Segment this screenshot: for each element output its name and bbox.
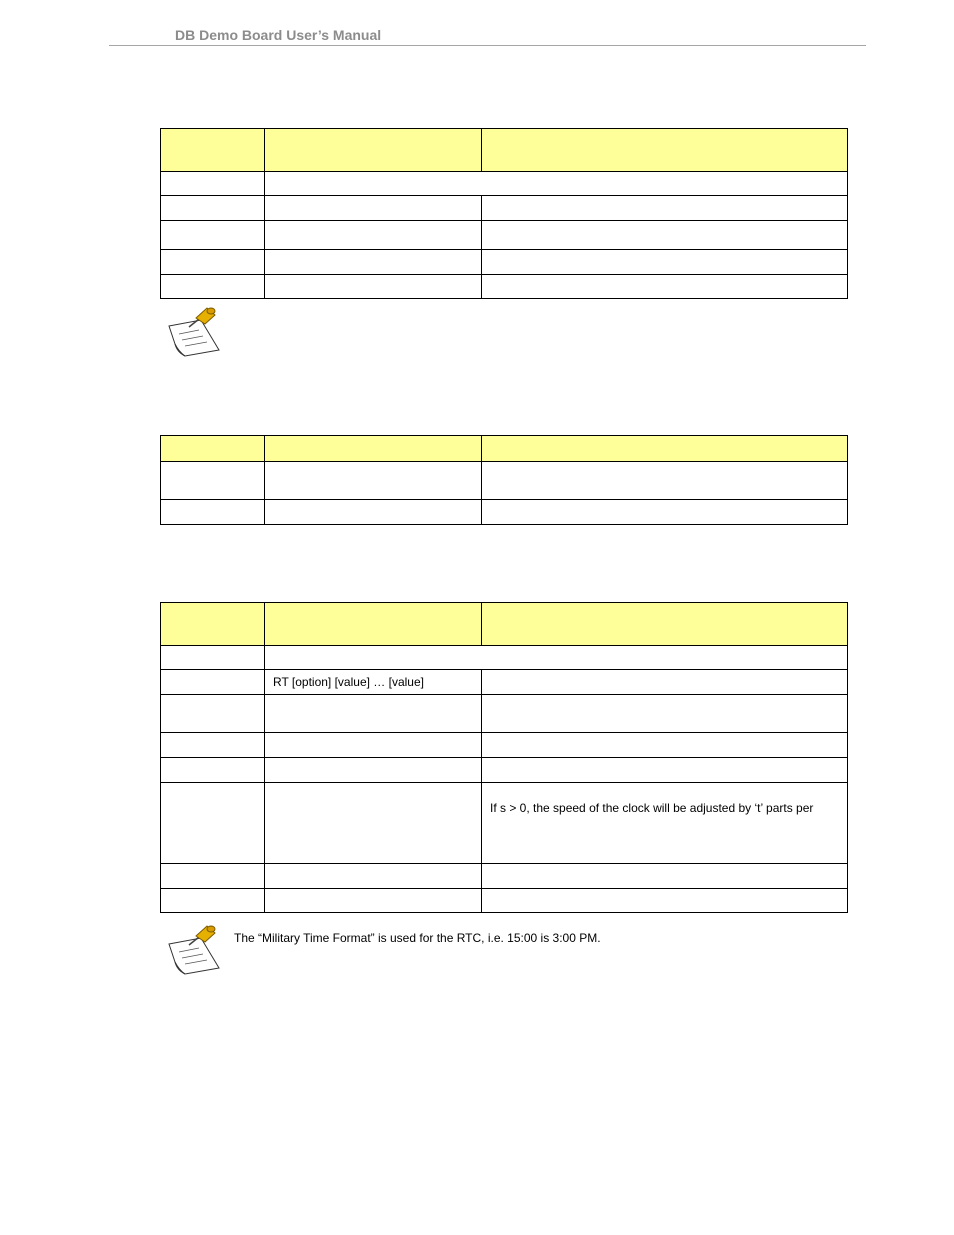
table-row: [161, 733, 848, 758]
table-row: [161, 500, 848, 525]
table-header-row: [161, 129, 848, 172]
table-header-row: [161, 436, 848, 462]
command-table-2: [160, 435, 848, 525]
table-row: [161, 670, 848, 695]
syntax-cell: RT [option] [value] … [value]: [265, 670, 482, 695]
note-text: The “Military Time Format” is used for the RTC, i.e. 15:00 is 3:00 PM.: [234, 931, 601, 945]
table-row: [161, 250, 848, 275]
table-row: [161, 221, 848, 250]
note-pushpin-icon: [163, 306, 223, 358]
table-row: [161, 758, 848, 783]
command-table-1: [160, 128, 848, 299]
header-rule: [109, 45, 866, 46]
document-header-title: DB Demo Board User’s Manual: [175, 27, 382, 43]
command-table-3: [160, 602, 848, 913]
description-cell: If s > 0, the speed of the clock will be adjusted by ‘t’ parts per: [482, 783, 848, 864]
table-row: [161, 172, 848, 196]
table-row: [161, 864, 848, 889]
note-pushpin-icon: [163, 924, 223, 976]
table-row: [161, 695, 848, 733]
table-row: [161, 783, 848, 864]
table-row: [161, 646, 848, 670]
table-row: [161, 275, 848, 299]
table-row: [161, 196, 848, 221]
table-row: [161, 462, 848, 500]
table-row: [161, 889, 848, 913]
table-header-row: [161, 603, 848, 646]
